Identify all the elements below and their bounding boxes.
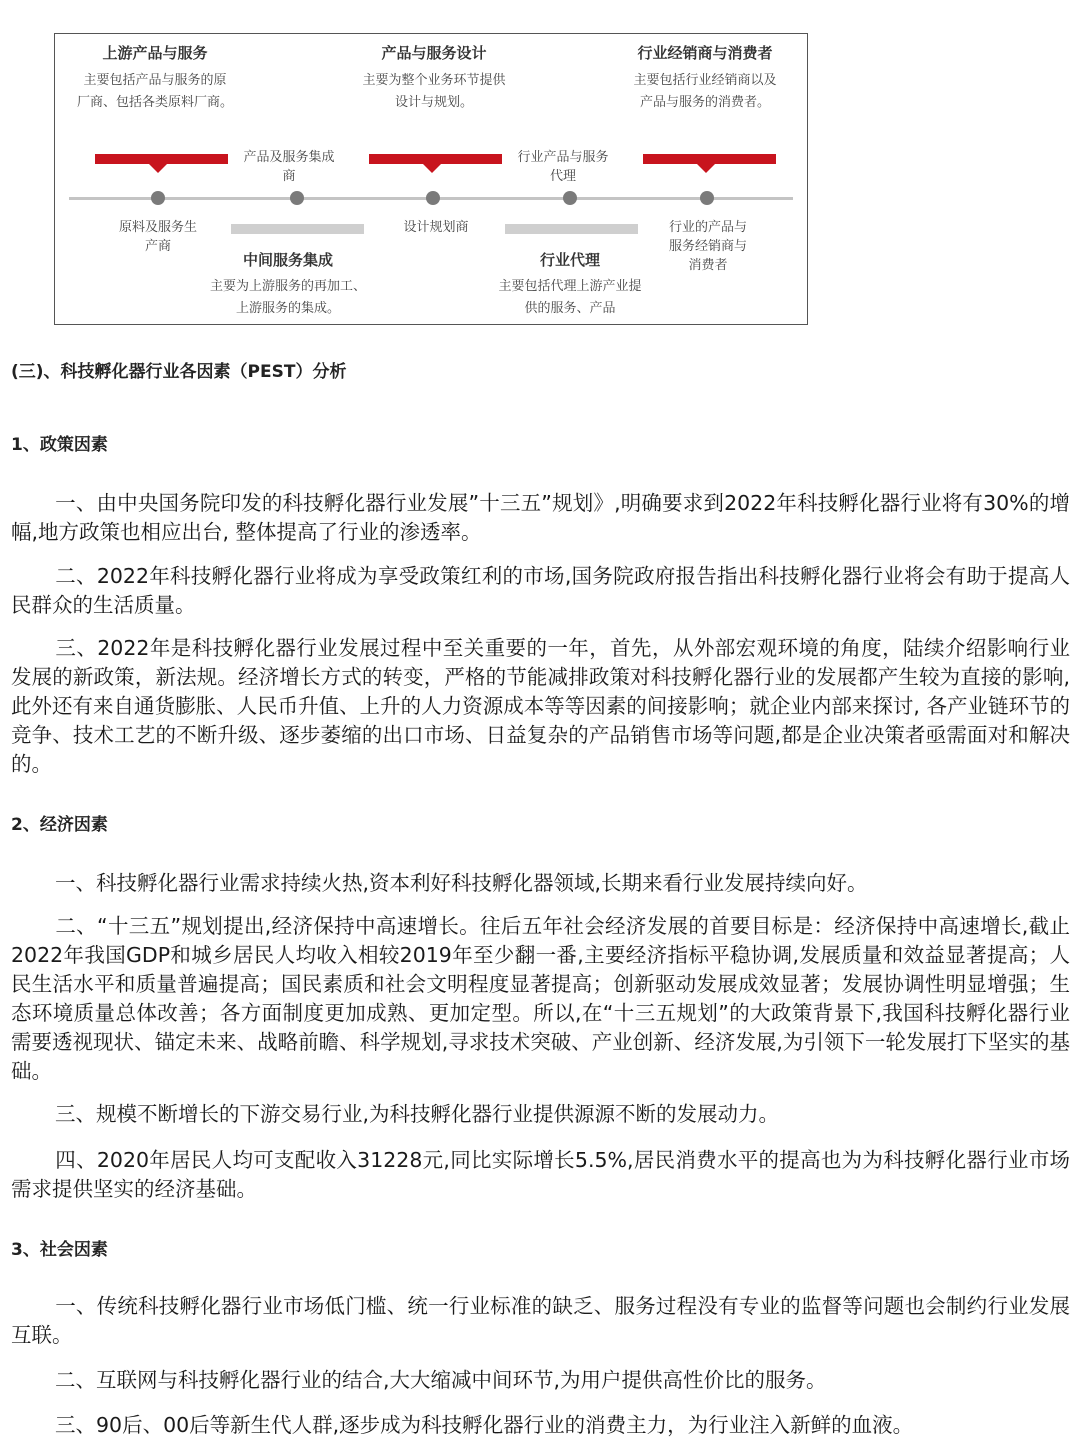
diagram-text-line: 产品及服务集成 <box>243 150 335 165</box>
diagram-top-desc <box>610 70 800 114</box>
diagram-text-line: 主要为整个业务环节提供 <box>362 73 506 88</box>
design-red-bar <box>369 154 502 164</box>
paragraph-text: 二、“十三五”规划提出,经济保持中高速增长。往后五年社会经济发展的首要目标是：经济保持中高速增长,截止2022年我国GDP和城乡居民人均收入相较2019年至少翻一番,主要经济指标平稳协调,发展质量和效益显著提高；人民生活水平和质量普遍提高；国民素质和社会文明程度显著提高；创新驱动发展成效显著；发展协调性明显增强；生态环境质量总体改善；各方面制度更加成熟、更加定型。所以,在“十三五规划”的大政策背景下,我国科技孵化器行业需要透视现状、锚定未来、战略前瞻、科学规划,寻求技术突破、产业创新、经济发展,为引领下一轮发展打下坚实的基础。 <box>11 914 1070 1083</box>
paragraph-text: 二、互联网与科技孵化器行业的结合,大大缩减中间环节,为用户提供高性价比的服务。 <box>55 1368 827 1392</box>
economy-paragraph <box>11 1146 1070 1204</box>
diagram-text-line: 产商 <box>144 239 171 254</box>
diagram-text-line: 供的服务、产品 <box>524 301 616 316</box>
diagram-top-desc <box>60 70 250 114</box>
diagram-top-title: 产品与服务设计 <box>381 44 487 62</box>
diagram-text-line: 原料及服务生 <box>118 220 197 235</box>
integration-grey-bar <box>231 224 364 234</box>
paragraph-text: 二、2022年科技孵化器行业将成为享受政策红利的市场,国务院政府报告指出科技孵化器行业将会有助于提高人民群众的生活质量。 <box>11 564 1070 617</box>
economy-paragraph <box>11 869 1070 898</box>
diagram-text-line: 行业的产品与 <box>668 220 747 235</box>
diagram-text-line: 主要包括产品与服务的原 <box>83 73 227 88</box>
diagram-text-line: 主要包括行业经销商以及 <box>633 73 777 88</box>
social-heading: 3、社会因素 <box>11 1240 108 1260</box>
paragraph-text: 三、2022年是科技孵化器行业发展过程中至关重要的一年，首先，从外部宏观环境的角度，陆续介绍影响行业发展的新政策，新法规。经济增长方式的转变，严格的节能减排政策对科技孵化器行业的发展都产生较为直接的影响,此外还有来自通货膨胀、人民币升值、上升的人力资源成本等等因素的间接影响；就企业内部来探讨, 各产业链环节的竞争、技术工艺的不断升级、逐步萎缩的出口市场、日益复杂的产品销售市场等问题,都是企业决策者亟需面对和解决的。 <box>11 636 1070 776</box>
diagram-text-line: 设计规划商 <box>403 220 469 235</box>
diagram-text-line: 行业产品与服务 <box>517 150 609 165</box>
consumer-red-bar <box>643 154 776 164</box>
bar-pointer-icon <box>423 164 441 173</box>
diagram-lower-label <box>645 218 771 275</box>
bar-pointer-icon <box>149 164 167 173</box>
diagram-text-line: 上游服务的集成。 <box>235 301 340 316</box>
agent-grey-bar <box>505 224 638 234</box>
bar-pointer-icon <box>697 164 715 173</box>
diagram-text-line: 主要为上游服务的再加工、 <box>209 279 366 294</box>
paragraph-text: 三、90后、00后等新生代人群,逐步成为科技孵化器行业的消费主力，为行业注入新鲜的血液。 <box>55 1413 914 1437</box>
section-title: (三)、科技孵化器行业各因素（PEST）分析 <box>11 362 347 382</box>
diagram-text-line: 代理 <box>549 169 576 184</box>
policy-paragraph <box>11 562 1070 620</box>
diagram-text-line: 厂商、包括各类原料厂商。 <box>76 95 233 110</box>
social-paragraph <box>11 1366 1070 1395</box>
diagram-upper-label <box>507 148 619 186</box>
diagram-text-line: 主要包括代理上游产业提 <box>498 279 642 294</box>
diagram-text-line: 商 <box>282 169 296 184</box>
chain-node <box>700 191 714 205</box>
industry-chain-diagram <box>54 33 808 325</box>
diagram-top-desc <box>339 70 529 114</box>
paragraph-text: 三、规模不断增长的下游交易行业,为科技孵化器行业提供源源不断的发展动力。 <box>55 1102 780 1126</box>
paragraph-text: 一、由中央国务院印发的科技孵化器行业发展”十三五”规划》,明确要求到2022年科技孵化器行业将有30%的增幅,地方政策也相应出台, 整体提高了行业的渗透率。 <box>11 491 1070 544</box>
social-paragraph <box>11 1411 1070 1440</box>
upstream-red-bar <box>95 154 228 164</box>
economy-heading: 2、经济因素 <box>11 815 108 835</box>
paragraph-text: 一、科技孵化器行业需求持续火热,资本利好科技孵化器领域,长期来看行业发展持续向好。 <box>55 871 868 895</box>
diagram-text-line: 设计与规划。 <box>394 95 473 110</box>
diagram-text-line: 消费者 <box>688 258 728 273</box>
diagram-bottom-desc <box>475 276 665 320</box>
diagram-text-line: 服务经销商与 <box>668 239 747 254</box>
paragraph-text: 一、传统科技孵化器行业市场低门槛、统一行业标准的缺乏、服务过程没有专业的监督等问题也会制约行业发展互联。 <box>11 1294 1070 1347</box>
chain-node <box>151 191 165 205</box>
policy-heading: 1、政策因素 <box>11 435 108 455</box>
diagram-bottom-title: 行业代理 <box>539 251 600 269</box>
economy-paragraph <box>11 912 1070 1086</box>
economy-paragraph <box>11 1100 1070 1129</box>
diagram-bottom-title: 中间服务集成 <box>242 251 333 269</box>
diagram-text-line: 产品与服务的消费者。 <box>639 95 770 110</box>
diagram-upper-label <box>233 148 345 186</box>
social-paragraph <box>11 1292 1070 1350</box>
chain-node <box>290 191 304 205</box>
policy-paragraph <box>11 489 1070 547</box>
diagram-top-title: 行业经销商与消费者 <box>637 44 773 62</box>
diagram-bottom-desc <box>193 276 383 320</box>
chain-node <box>426 191 440 205</box>
paragraph-text: 四、2020年居民人均可支配收入31228元,同比实际增长5.5%,居民消费水平的提高也为为科技孵化器行业市场需求提供坚实的经济基础。 <box>11 1148 1070 1201</box>
chain-node <box>563 191 577 205</box>
diagram-lower-label <box>373 218 499 237</box>
diagram-top-title: 上游产品与服务 <box>102 44 208 62</box>
policy-paragraph <box>11 634 1070 779</box>
